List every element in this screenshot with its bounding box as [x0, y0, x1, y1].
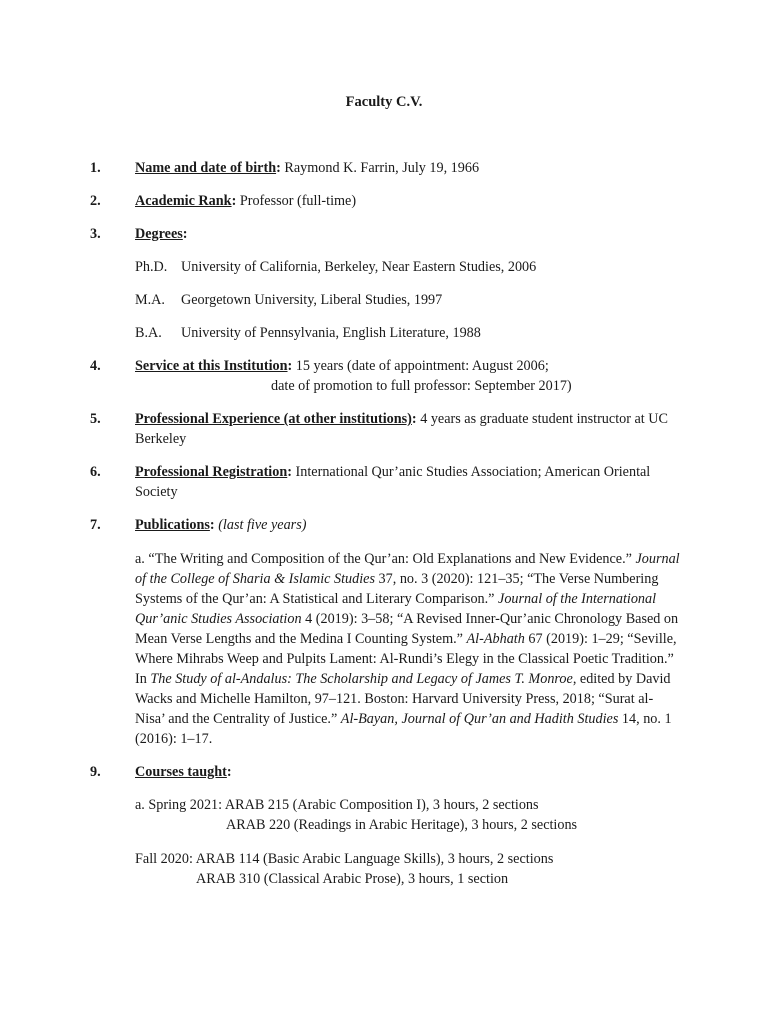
- item-name-dob: [90, 158, 680, 178]
- heading-colon: :: [411, 411, 417, 427]
- item-heading: Academic Rank: [135, 193, 232, 209]
- course-line: ARAB 220 (Readings in Arabic Heritage), 3 hours, 2 sections: [226, 817, 578, 833]
- item-text: Professor (full-time): [236, 193, 357, 209]
- pub-journal: Al-Abhath: [466, 631, 525, 647]
- item-number: 5.: [90, 411, 101, 427]
- pub-text: 37, no. 3 (2020): 121–35; “The Verse Numbering Systems of the Qur’an: A Statistical and Literary Comparison.”: [135, 571, 659, 607]
- item-heading: Courses taught: [135, 764, 227, 780]
- degree-row: [135, 290, 695, 310]
- heading-colon: :: [287, 464, 292, 480]
- publications-list: [135, 549, 680, 749]
- item-experience: [90, 409, 680, 449]
- heading-colon: :: [231, 193, 237, 209]
- degree-abbr: B.A.: [135, 325, 162, 341]
- item-registration: [90, 462, 680, 502]
- heading-colon: :: [276, 160, 281, 176]
- item-heading: Publications: [135, 517, 210, 533]
- item-number: 7.: [90, 517, 101, 533]
- item-text: International Qur’anic Studies Association; American Oriental Society: [135, 464, 651, 500]
- item-number: 3.: [90, 226, 101, 242]
- degree-text: University of Pennsylvania, English Literature, 1988: [181, 325, 481, 341]
- document-title: Faculty C.V.: [345, 94, 423, 110]
- pub-text: 67 (2019): 1–29; “Seville, Where Mihrabs Weep and Pulpits Lament: Al-Rundi’s Elegy in the Classical Poetic Tradition.” In: [135, 631, 677, 687]
- heading-colon: :: [226, 764, 232, 780]
- pub-text: 4 (2019): 3–58; “A Revised Inner-Qur’anic Chronology Based on Mean Verse Lengths and the Medina I Counting System.”: [135, 611, 679, 647]
- degree-row: [135, 257, 695, 277]
- pub-book: The Study of al-Andalus: The Scholarship and Legacy of James T. Monroe: [150, 671, 573, 687]
- heading-colon: :: [209, 517, 215, 533]
- pub-text: 14, no. 1 (2016): 1–17.: [135, 711, 672, 747]
- item-number: 4.: [90, 358, 101, 374]
- degree-text: Georgetown University, Liberal Studies, 1997: [181, 292, 443, 308]
- item-heading: Name and date of birth: [135, 160, 277, 176]
- pub-text: a. “The Writing and Composition of the Qur’an: Old Explanations and New Evidence.”: [135, 551, 636, 567]
- degree-abbr: M.A.: [135, 292, 165, 308]
- term-label: a. Spring 2021:: [135, 797, 225, 813]
- item-courses: [90, 762, 680, 782]
- term-label: Fall 2020:: [135, 851, 196, 867]
- pub-journal: Journal of the International Qur’anic Studies Association: [135, 591, 657, 627]
- degree-abbr: Ph.D.: [135, 259, 168, 275]
- heading-colon: :: [182, 226, 188, 242]
- item-number: 6.: [90, 464, 101, 480]
- pub-journal: Journal of the College of Sharia & Islamic Studies: [135, 551, 680, 587]
- pub-text: , edited by David Wacks and Michelle Hamilton, 97–121. Boston: Harvard University Press, 2018; “Surat al-Nisa’ and the Centrality of Justice.”: [135, 671, 671, 727]
- item-number: 9.: [90, 764, 101, 780]
- degree-row: [135, 323, 695, 343]
- item-number: 1.: [90, 160, 101, 176]
- item-number: 2.: [90, 193, 101, 209]
- item-text: 4 years as graduate student instructor at UC Berkeley: [135, 411, 669, 447]
- course-line: ARAB 310 (Classical Arabic Prose), 3 hours, 1 section: [196, 871, 509, 887]
- item-heading: Professional Experience (at other institutions): [135, 411, 412, 427]
- publications-note: (last five years): [218, 517, 307, 533]
- course-line: [135, 795, 680, 815]
- course-line: [135, 849, 680, 869]
- item-heading: Service at this Institution: [135, 358, 288, 374]
- item-heading: Professional Registration: [135, 464, 288, 480]
- item-degrees: [90, 224, 680, 244]
- course-text: ARAB 114 (Basic Arabic Language Skills), 3 hours, 2 sections: [195, 851, 554, 867]
- item-heading: Degrees: [135, 226, 183, 242]
- service-continuation: date of promotion to full professor: September 2017): [271, 378, 572, 394]
- heading-colon: :: [287, 358, 293, 374]
- item-service: [90, 356, 680, 376]
- item-publications: [90, 515, 680, 535]
- item-academic-rank: [90, 191, 680, 211]
- degree-text: University of California, Berkeley, Near Eastern Studies, 2006: [181, 259, 537, 275]
- item-text: Raymond K. Farrin, July 19, 1966: [280, 160, 480, 176]
- pub-journal: Al-Bayan, Journal of Qur’an and Hadith Studies: [340, 711, 619, 727]
- item-text: 15 years (date of appointment: August 2006;: [292, 358, 549, 374]
- course-text: ARAB 215 (Arabic Composition I), 3 hours, 2 sections: [224, 797, 539, 813]
